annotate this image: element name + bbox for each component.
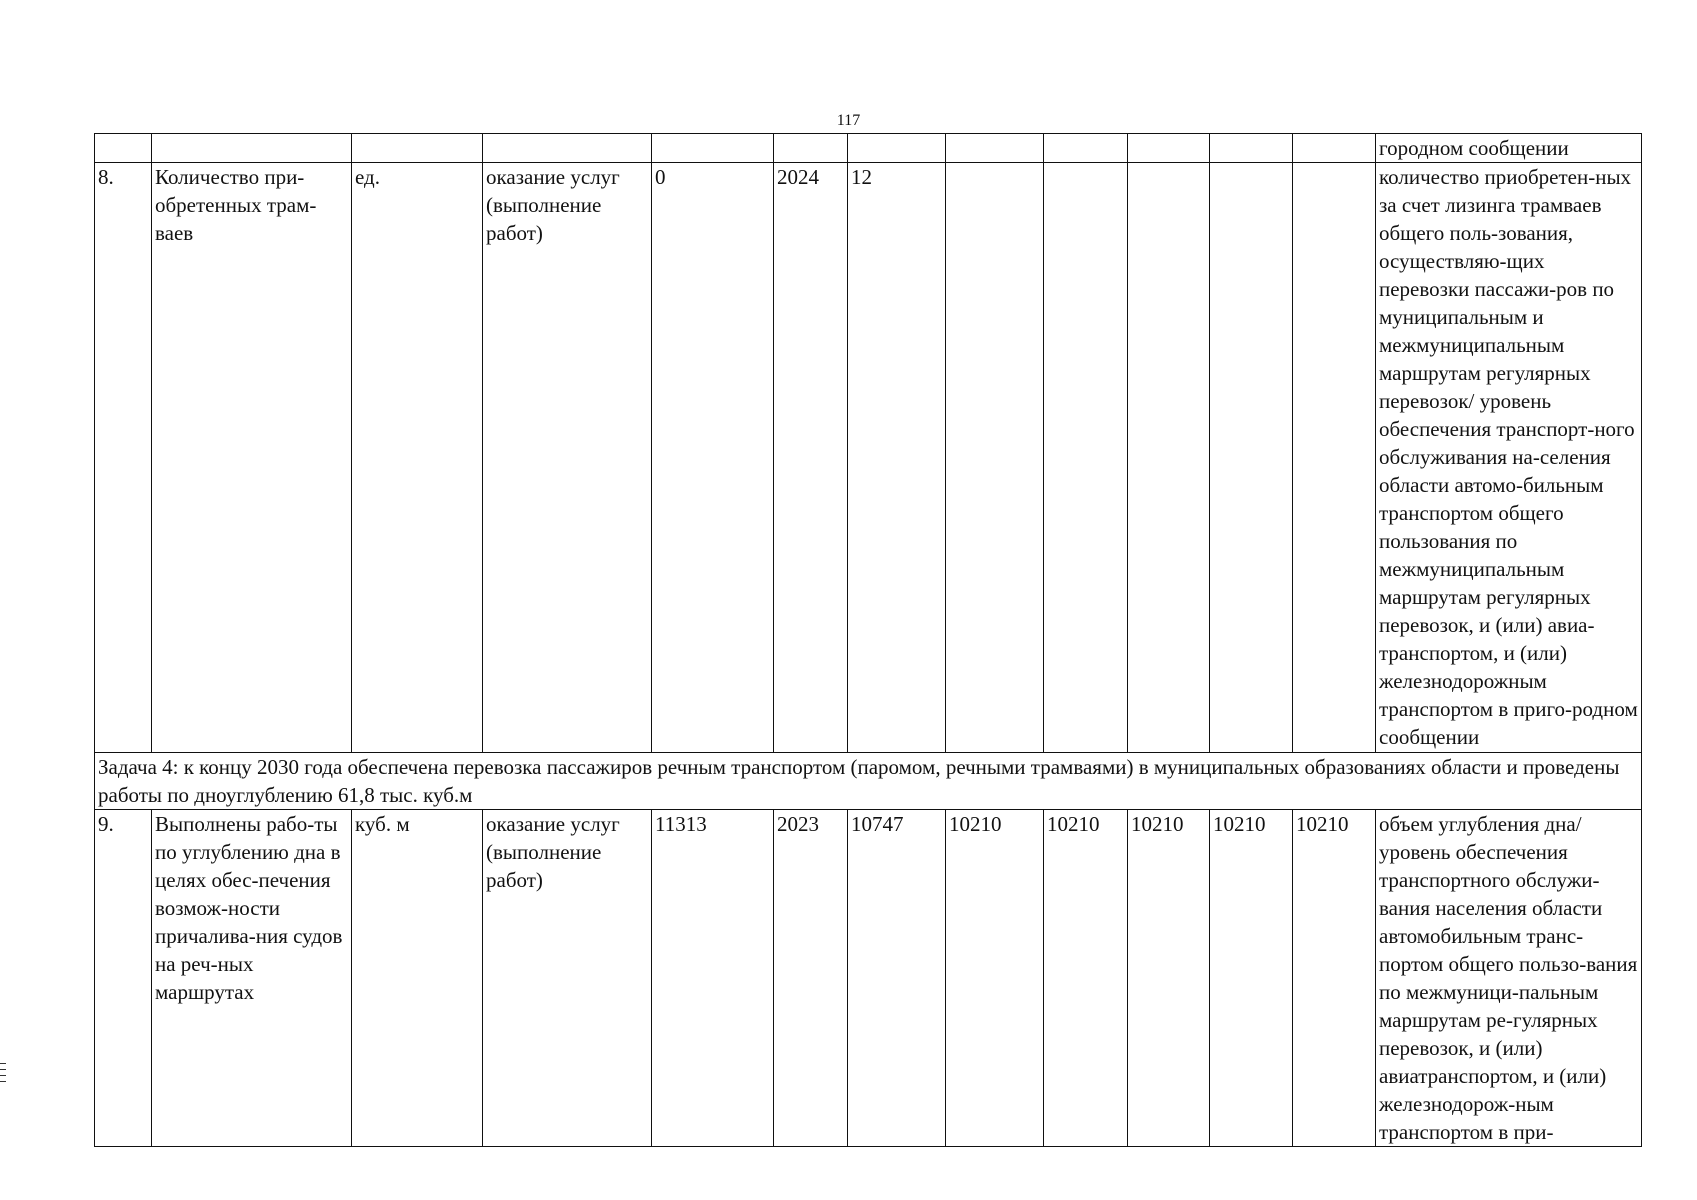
cell-unit (352, 134, 483, 163)
cell-description: объем углубления дна/ уровень обеспечения транспортного обслужи-вания населения области автомобильным транс-портом общего пользо-вания по межмуници-пальным маршрутам ре-гулярных перевозок, и (или) авиатранспортом, и (или) железнодорож-ным транспортом в при- (1376, 810, 1642, 1147)
cell-description: городном сообщении (1376, 134, 1642, 163)
cell-value-2 (946, 163, 1044, 753)
cell-name: Количество при-обретенных трам-ваев (152, 163, 352, 753)
cell-value-1 (848, 134, 946, 163)
cell-value-2 (946, 134, 1044, 163)
cell-unit: куб. м (352, 810, 483, 1147)
task-heading: Задача 4: к концу 2030 года обеспечена перевозка пассажиров речным транспортом (паромом, речными трамваями) в муниципальных образованиях области и проведены работы по дноуглублению 61,8 тыс. куб.м (95, 753, 1642, 810)
cell-num (95, 134, 152, 163)
scan-edge-marks (0, 1063, 6, 1091)
indicators-table (94, 133, 1642, 1147)
cell-num: 8. (95, 163, 152, 753)
cell-value-2: 10210 (946, 810, 1044, 1147)
table-row-continuation (95, 134, 1642, 163)
cell-base-value: 11313 (652, 810, 774, 1147)
cell-name: Выполнены рабо-ты по углублению дна в целях обес-печения возмож-ности причалива-ния судов на реч-ных маршрутах (152, 810, 352, 1147)
cell-description: количество приобретен-ных за счет лизинга трамваев общего поль-зования, осуществляю-щих перевозки пассажи-ров по муниципальным и межмуниципальным маршрутам регулярных перевозок/ уровень обеспечения транспорт-ного обслуживания на-селения области автомо-бильным транспортом общего пользования по межмуниципальным маршрутам регулярных перевозок, и (или) авиа-транспортом, и (или) железнодорожным транспортом в приго-родном сообщении (1376, 163, 1642, 753)
cell-unit: ед. (352, 163, 483, 753)
page-number: 117 (836, 112, 861, 129)
table-row-task-4 (95, 753, 1642, 810)
cell-base-year (774, 134, 848, 163)
cell-base-value: 0 (652, 163, 774, 753)
cell-value-5 (1210, 163, 1293, 753)
cell-value-3 (1044, 163, 1128, 753)
cell-value-1: 10747 (848, 810, 946, 1147)
cell-value-5 (1210, 134, 1293, 163)
cell-value-1: 12 (848, 163, 946, 753)
table-row-8 (95, 163, 1642, 753)
cell-type: оказание услуг (выполнение работ) (483, 163, 652, 753)
cell-num: 9. (95, 810, 152, 1147)
cell-value-4: 10210 (1128, 810, 1210, 1147)
cell-base-year: 2024 (774, 163, 848, 753)
table-row-9 (95, 810, 1642, 1147)
cell-base-year: 2023 (774, 810, 848, 1147)
cell-type (483, 134, 652, 163)
cell-value-3: 10210 (1044, 810, 1128, 1147)
cell-name (152, 134, 352, 163)
cell-value-4 (1128, 134, 1210, 163)
cell-value-6 (1293, 134, 1376, 163)
cell-value-5: 10210 (1210, 810, 1293, 1147)
cell-type: оказание услуг (выполнение работ) (483, 810, 652, 1147)
cell-base-value (652, 134, 774, 163)
cell-value-3 (1044, 134, 1128, 163)
cell-value-6: 10210 (1293, 810, 1376, 1147)
cell-value-6 (1293, 163, 1376, 753)
cell-value-4 (1128, 163, 1210, 753)
